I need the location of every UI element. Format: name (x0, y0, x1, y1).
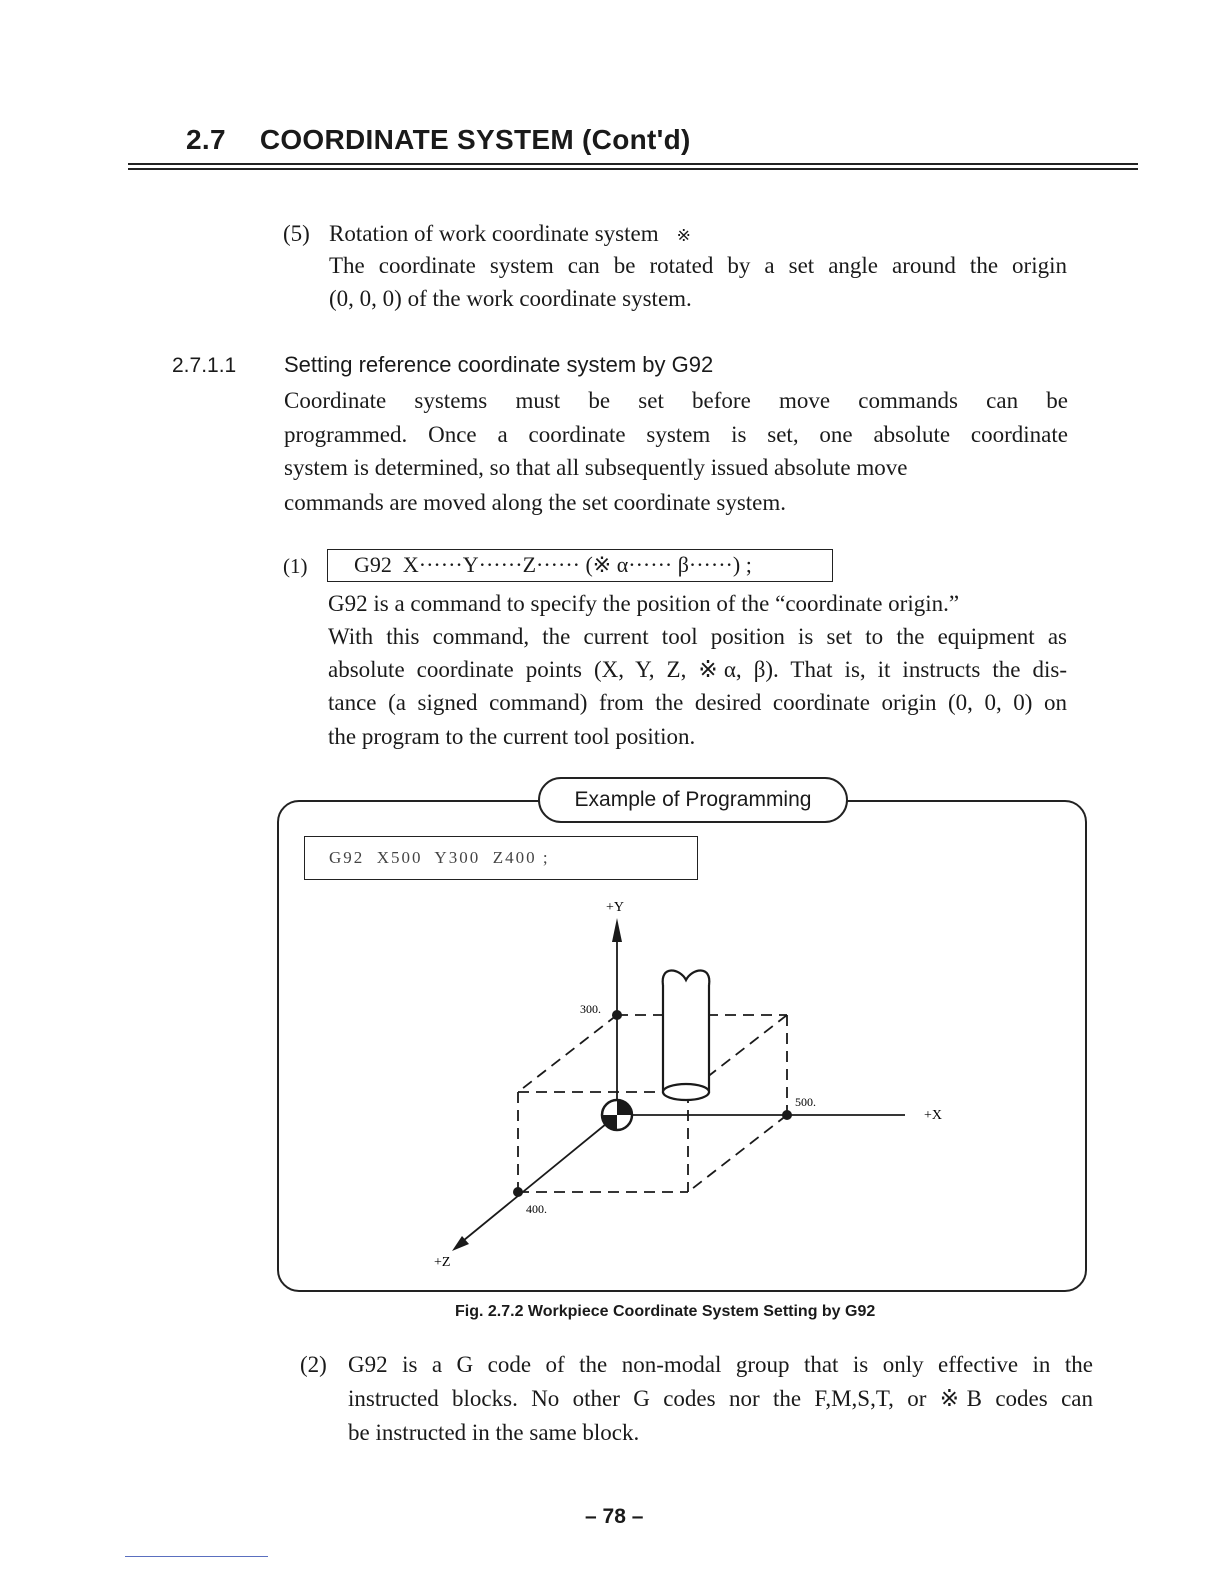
item2-number: (2) (300, 1352, 327, 1377)
x-axis-label: +X (924, 1108, 943, 1123)
example-title: Example of Programming (538, 777, 848, 823)
section-line-1: Coordinate systems must be set before move commands can be (284, 388, 1068, 413)
footer-rule (125, 1556, 268, 1557)
page-number: – 78 – (585, 1505, 644, 1528)
example-code-box: G92 X500 Y300 Z400 ; (304, 836, 698, 880)
origin-symbol (602, 1100, 632, 1130)
item2-line-3: be instructed in the same block. (348, 1420, 640, 1445)
y-axis-label: +Y (606, 900, 625, 915)
item5-line2: (0, 0, 0) of the work coordinate system. (329, 286, 692, 311)
item1-line-4: tance (a signed command) from the desired coordinate origin (0, 0, 0) on (328, 690, 1067, 715)
tool-cylinder (663, 970, 710, 1100)
item1-number: (1) (283, 554, 308, 578)
item2-line-2: instructed blocks. No other G codes nor the F,M,S,T, or ※B codes can (348, 1386, 1093, 1411)
dashed-box (518, 1015, 787, 1192)
item5-title: Rotation of work coordinate system (329, 221, 659, 246)
z-axis-label: +Z (434, 1255, 451, 1270)
section-line-4: commands are moved along the set coordinate system. (284, 490, 787, 515)
z-point-marker (513, 1187, 523, 1197)
section-header-number: 2.7 (186, 124, 226, 155)
y-value-label: 300. (580, 1002, 601, 1016)
item1-line-3: absolute coordinate points (X, Y, Z, ※α, β). That is, it instructs the dis- (328, 657, 1067, 682)
figure-caption: Fig. 2.7.2 Workpiece Coordinate System Setting by G92 (455, 1303, 876, 1320)
subsection-title: Setting reference coordinate system by G92 (284, 352, 714, 377)
z-value-label: 400. (526, 1202, 547, 1216)
g92-command-format-box: G92 X······Y······Z······ (※ α······ β······) ; (327, 549, 833, 582)
item2-line-1: G92 is a G code of the non-modal group that is only effective in the (348, 1352, 1093, 1377)
item5-line1: The coordinate system can be rotated by a set angle around the origin (329, 253, 1067, 278)
item1-line-5: the program to the current tool position. (328, 724, 696, 749)
z-axis-line (458, 1115, 617, 1245)
item5-number: (5) (283, 221, 310, 246)
option-mark: ※ (676, 226, 691, 245)
x-point-marker (782, 1110, 792, 1120)
section-header-title: COORDINATE SYSTEM (Cont'd) (259, 124, 691, 155)
item1-line-2: With this command, the current tool position is set to the equipment as (328, 624, 1067, 649)
section-line-2: programmed. Once a coordinate system is set, one absolute coordinate (284, 422, 1068, 447)
y-point-marker (612, 1010, 622, 1020)
x-value-label: 500. (795, 1095, 816, 1109)
subsection-number: 2.7.1.1 (172, 354, 237, 377)
section-line-3: system is determined, so that all subsequently issued absolute move (284, 455, 908, 480)
item1-line-1: G92 is a command to specify the position of the “coordinate origin.” (328, 591, 960, 616)
y-axis-arrow (612, 918, 622, 942)
